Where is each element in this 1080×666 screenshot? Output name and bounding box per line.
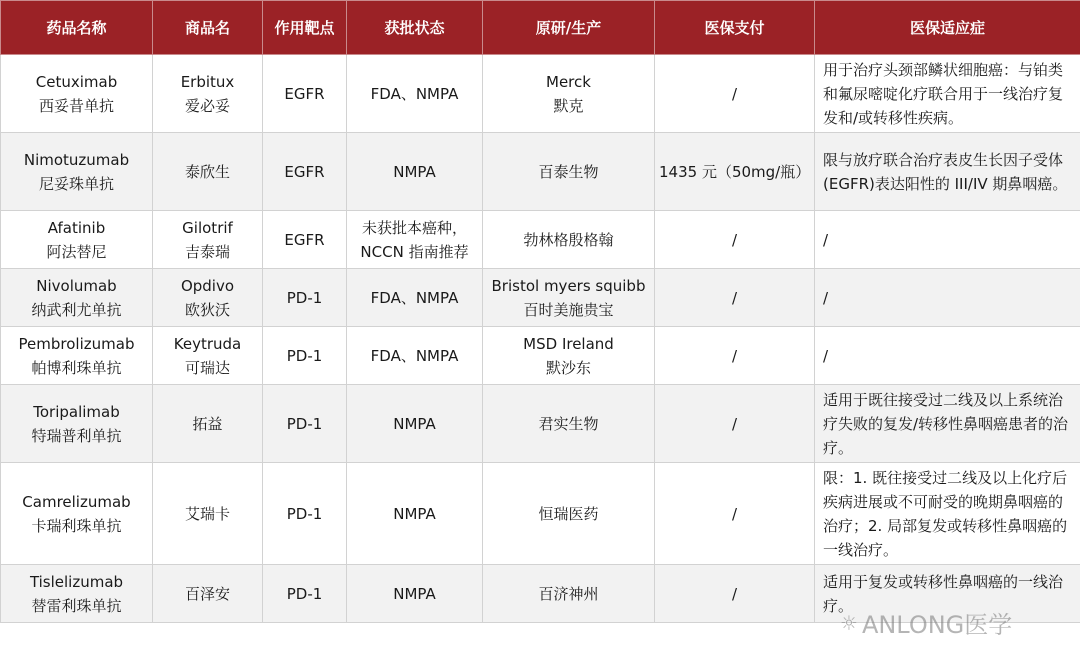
manufacturer-cn: 君实生物 [538,414,599,433]
brand-name-cell [153,55,263,133]
table-row [1,55,1080,133]
drug-name-cell [1,133,153,211]
brand-name-en: Opdivo [180,276,235,295]
indication-cell [815,463,1080,565]
drug-name-en: Tislelizumab [29,572,124,591]
payment-text: / [731,584,738,603]
target-cell [263,133,347,211]
drug-name-cn: 卡瑞利珠单抗 [31,516,122,535]
table-body [1,55,1080,623]
manufacturer-cn: 默沙东 [545,358,591,377]
payment-text: / [731,504,738,523]
target-cell [263,269,347,327]
payment-cell [655,55,815,133]
payment-text: / [731,414,738,433]
indication-text: 适用于既往接受过二线及以上系统治疗失败的复发/转移性鼻咽癌患者的治疗。 [823,390,1069,457]
drug-name-en: Afatinib [47,218,106,237]
drug-name-cn: 尼妥珠单抗 [38,174,114,193]
brand-name-cell [153,133,263,211]
table-row [1,133,1080,211]
manufacturer-cell [483,133,655,211]
brand-name-cn: 欧狄沃 [184,300,230,319]
manufacturer-cn: 默克 [553,96,584,115]
approval-status-cell [347,385,483,463]
column-header-manufacturer: 原研/生产 [483,1,655,55]
brand-name-en: Keytruda [173,334,242,353]
payment-text: / [731,288,738,307]
brand-name-cn: 拓益 [192,414,223,433]
drug-name-cn: 纳武利尤单抗 [31,300,122,319]
drug-name-en: Nimotuzumab [23,150,130,169]
manufacturer-cn: 百济神州 [538,584,599,603]
approval-status-cell [347,463,483,565]
target-text: EGFR [284,230,325,249]
drug-name-cell [1,211,153,269]
table-row [1,269,1080,327]
table-row [1,463,1080,565]
brand-name-cn: 泰欣生 [184,162,230,181]
indication-text: / [823,288,829,307]
approval-status-cell [347,133,483,211]
drug-name-en: Camrelizumab [22,492,131,511]
manufacturer-cn: 百泰生物 [538,162,599,181]
manufacturer-en: Bristol myers squibb [491,276,646,295]
column-header-drug-name: 药品名称 [1,1,153,55]
indication-cell [815,133,1080,211]
brand-name-cell [153,385,263,463]
drug-name-cell [1,269,153,327]
payment-cell [655,565,815,623]
column-header-approval: 获批状态 [347,1,483,55]
payment-cell [655,133,815,211]
brand-name-cell [153,327,263,385]
brand-name-cell [153,211,263,269]
manufacturer-cell [483,385,655,463]
table-row [1,565,1080,623]
indication-cell [815,385,1080,463]
manufacturer-cell [483,211,655,269]
target-cell [263,463,347,565]
drug-name-cell [1,327,153,385]
manufacturer-en: MSD Ireland [523,334,614,353]
drug-name-cell [1,385,153,463]
manufacturer-cn: 百时美施贵宝 [523,300,614,319]
drug-name-en: Cetuximab [35,72,118,91]
brand-name-cn: 艾瑞卡 [184,504,230,523]
target-text: PD-1 [286,504,323,523]
approval-status-text: NMPA [393,504,436,523]
manufacturer-cell [483,327,655,385]
table-header-row [1,1,1080,55]
indication-text: / [823,346,829,365]
payment-text: / [731,84,738,103]
approval-status-text: FDA、NMPA [370,288,459,307]
table-row [1,327,1080,385]
approval-status-cell [347,327,483,385]
drug-name-cn: 阿法替尼 [46,242,107,261]
drug-name-cn: 替雷利珠单抗 [31,596,122,615]
approval-status-text: NMPA [393,584,436,603]
brand-name-cell [153,269,263,327]
brand-name-cn: 吉泰瑞 [184,242,230,261]
column-header-indication: 医保适应症 [815,1,1080,55]
drug-name-cn: 帕博利珠单抗 [31,358,122,377]
payment-text: / [731,346,738,365]
brand-name-en: Erbitux [180,72,235,91]
target-cell [263,55,347,133]
target-text: PD-1 [286,346,323,365]
payment-text: / [731,230,738,249]
brand-name-cn: 爱必妥 [184,96,230,115]
target-text: PD-1 [286,584,323,603]
drug-name-cell [1,565,153,623]
column-header-target: 作用靶点 [263,1,347,55]
indication-text: 限：1. 既往接受过二线及以上化疗后疾病进展或不可耐受的晚期鼻咽癌的治疗；2. 局部复发或转移性鼻咽癌的一线治疗。 [823,468,1068,559]
brand-name-cn: 可瑞达 [184,358,230,377]
manufacturer-cn: 恒瑞医药 [538,504,599,523]
indication-cell [815,565,1080,623]
payment-cell [655,385,815,463]
drug-name-en: Toripalimab [33,402,120,421]
target-cell [263,211,347,269]
approval-status-cell [347,55,483,133]
approval-status-text: FDA、NMPA [370,346,459,365]
indication-cell [815,327,1080,385]
manufacturer-cell [483,463,655,565]
target-cell [263,565,347,623]
table-row [1,211,1080,269]
watermark-text: ANLONG医学 [861,611,1013,639]
approval-status-cell [347,211,483,269]
target-text: EGFR [284,84,325,103]
column-header-brand-name: 商品名 [153,1,263,55]
column-header-payment: 医保支付 [655,1,815,55]
payment-cell [655,269,815,327]
drug-name-cell [1,55,153,133]
target-text: PD-1 [286,414,323,433]
approval-status-cell [347,269,483,327]
brand-name-cn: 百泽安 [184,584,230,603]
table-row [1,385,1080,463]
target-text: PD-1 [286,288,323,307]
approval-status-text: NMPA [393,162,436,181]
payment-cell [655,211,815,269]
payment-text: 1435 元（50mg/瓶） [659,162,811,181]
drug-name-en: Nivolumab [36,276,117,295]
approval-status-text: 未获批本癌种，NCCN 指南推荐 [360,218,469,261]
drug-name-en: Pembrolizumab [18,334,135,353]
manufacturer-cn: 勃林格殷格翰 [523,230,614,249]
brand-name-en: Gilotrif [182,218,233,237]
drug-name-cn: 特瑞普利单抗 [31,426,122,445]
indication-text: 用于治疗头颈部鳞状细胞癌：与铂类和氟尿嘧啶化疗联合用于一线治疗复发和/或转移性疾病。 [823,60,1064,127]
manufacturer-cell [483,269,655,327]
target-cell [263,385,347,463]
brand-name-cell [153,463,263,565]
drug-name-cell [1,463,153,565]
manufacturer-cell [483,55,655,133]
approval-status-cell [347,565,483,623]
manufacturer-cell [483,565,655,623]
approval-status-text: FDA、NMPA [370,84,459,103]
indication-cell [815,211,1080,269]
payment-cell [655,327,815,385]
indication-cell [815,269,1080,327]
approval-status-text: NMPA [393,414,436,433]
target-cell [263,327,347,385]
payment-cell [655,463,815,565]
manufacturer-en: Merck [546,72,591,91]
brand-name-cell [153,565,263,623]
indication-text: 限与放疗联合治疗表皮生长因子受体(EGFR)表达阳性的 III/IV 期鼻咽癌。 [823,150,1068,193]
drug-name-cn: 西妥昔单抗 [38,96,114,115]
indication-cell [815,55,1080,133]
indication-text: / [823,230,829,249]
target-text: EGFR [284,162,325,181]
wechat-icon: ☼ [840,610,858,635]
indication-text: 适用于复发或转移性鼻咽癌的一线治疗。 [823,572,1064,615]
